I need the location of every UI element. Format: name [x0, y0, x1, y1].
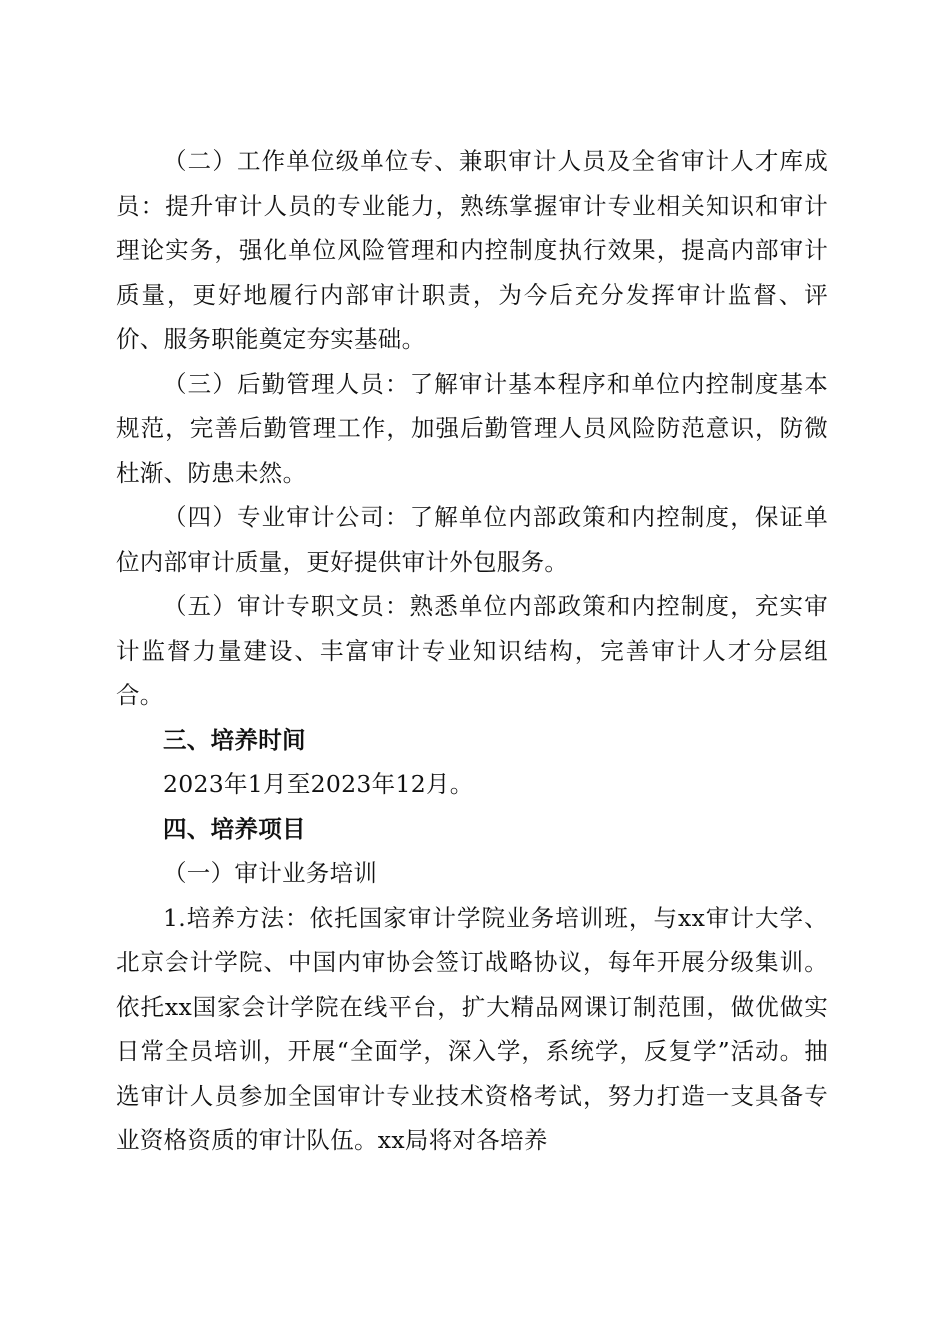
paragraph-staff-auditors: （二）工作单位级单位专、兼职审计人员及全省审计人才库成员：提升审计人员的专业能力，熟练掌握审计专业相关知识和审计理论实务，强化单位风险管理和内控制度执行效果，提高内部审计质量，更好地履行内部审计职责，为今后充分发挥审计监督、评价、服务职能奠定夯实基础。	[116, 147, 828, 353]
document-page	[116, 139, 828, 1163]
section-heading-training-projects: 四、培养项目	[163, 814, 306, 843]
paragraph-logistics-staff: （三）后勤管理人员：了解审计基本程序和单位内控制度基本规范，完善后勤管理工作，加强后勤管理人员风险防范意识，防微杜渐、防患未然。	[116, 369, 828, 487]
paragraph-audit-clerks: （五）审计专职文员：熟悉单位内部政策和内控制度，充实审计监督力量建设、丰富审计专业知识结构，完善审计人才分层组合。	[116, 592, 828, 709]
section-heading-training-time: 三、培养时间	[163, 725, 306, 754]
paragraph-audit-firms: （四）专业审计公司：了解单位内部政策和内控制度，保证单位内部审计质量，更好提供审计外包服务。	[116, 503, 828, 576]
subheading-audit-business-training: （一）审计业务培训	[163, 859, 378, 887]
paragraph-training-method: 1.培养方法：依托国家审计学院业务培训班，与xx审计大学、北京会计学院、中国内审协会签订战略协议，每年开展分级集训。依托xx国家会计学院在线平台，扩大精品网课订制范围，做优做实日常全员培训，开展“全面学，深入学，系统学，反复学”活动。抽选审计人员参加全国审计专业技术资格考试，努力打造一支具备专业资格资质的审计队伍。xx局将对各培养	[116, 903, 828, 1154]
paragraph-training-period: 2023年1月至2023年12月。	[163, 770, 474, 798]
